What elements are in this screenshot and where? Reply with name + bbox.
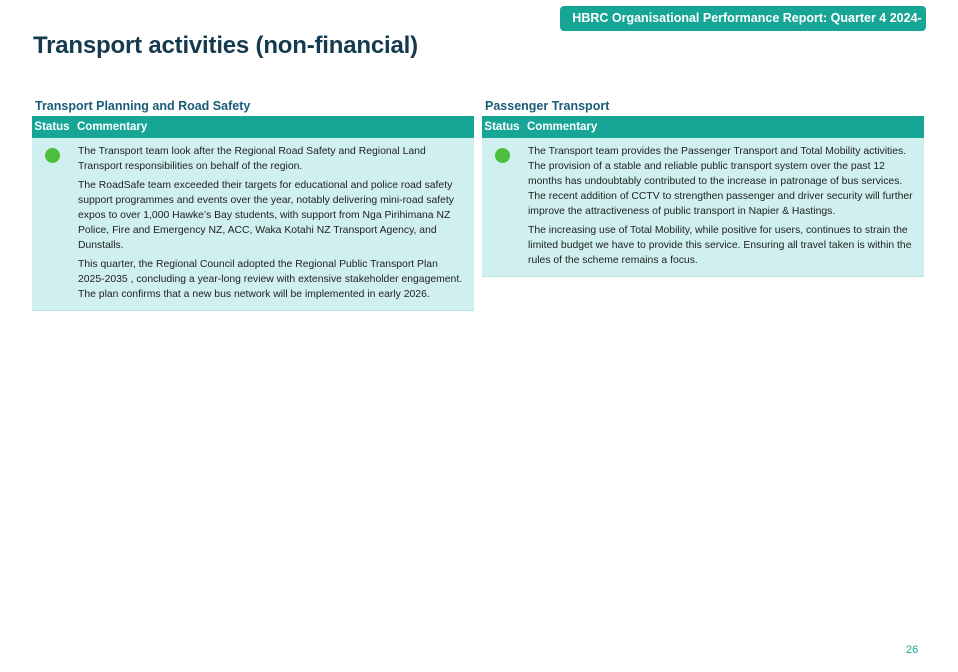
section-title: Passenger Transport (485, 99, 610, 113)
status-cell (482, 138, 522, 276)
report-header-badge (560, 6, 926, 50)
commentary-paragraph: The Transport team provides the Passenger Transport and Total Mobility activities. The provision of a stable and reliable public transport system over the past 12 months has undoubtably contributed to the increase in patronage of bus services. The recent addition of CCTV to strengthen passenger and driver security will further improve the attractiveness of public transport in Napier & Hastings. (528, 146, 913, 217)
status-header: Status (484, 121, 520, 133)
section-title: Transport Planning and Road Safety (35, 99, 251, 113)
status-green-dot-icon (45, 148, 60, 163)
page-title: Transport activities (non-financial) (33, 32, 418, 59)
table-header (32, 116, 474, 138)
commentary-header: Commentary (77, 121, 148, 133)
commentary-header: Commentary (527, 121, 598, 133)
commentary-cell (72, 138, 474, 310)
commentary-paragraph: The Transport team look after the Regional Road Safety and Regional Land Transport responsibilities on behalf of the region. (78, 146, 426, 172)
status-header: Status (34, 121, 70, 133)
section-transport-planning (32, 96, 474, 311)
commentary-table (482, 116, 924, 277)
table-row (482, 138, 924, 277)
report-header-title: HBRC Organisational Performance Report: Quarter 4 2024-2025 (572, 11, 922, 50)
table-header (482, 116, 924, 138)
commentary-paragraph: This quarter, the Regional Council adopted the Regional Public Transport Plan 2025-2035 , concluding a year-long review with extensive stakeholder engagement. The plan confirms that a new bus network will be implemented in early 2026. (78, 259, 463, 300)
commentary-paragraph: The increasing use of Total Mobility, while positive for users, continues to strain the limited budget we have to provide this service. Ensuring all travel taken is within the rules of the scheme remains a focus. (528, 225, 912, 266)
commentary-table (32, 116, 474, 311)
table-row (32, 138, 474, 311)
section-passenger-transport (482, 96, 924, 277)
commentary-paragraph: The RoadSafe team exceeded their targets for educational and police road safety support programmes and events over the year, notably delivering mini-road safety expos to over 1,000 Hawke’s Bay students, with support from Nga Pirihimana NZ Police, Fire and Emergency NZ, ACC, Waka Kotahi NZ Transport Agency, and Dunstalls. (78, 180, 454, 251)
commentary-cell (522, 138, 924, 276)
status-cell (32, 138, 72, 310)
page-number: 26 (906, 644, 919, 656)
status-green-dot-icon (495, 148, 510, 163)
